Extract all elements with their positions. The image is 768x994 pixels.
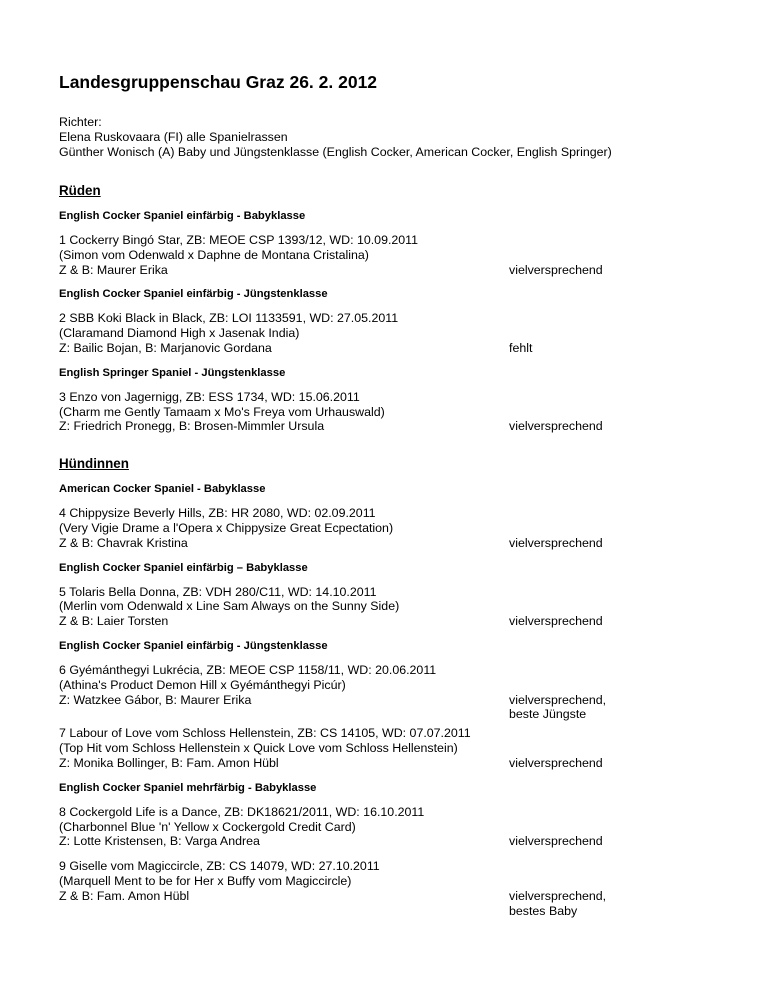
entry-breeder-line: Z & B: Laier Torsten	[59, 614, 169, 629]
entry-dog-line: 7 Labour of Love vom Schloss Hellenstein, ZB: CS 14105, WD: 07.07.2011	[59, 726, 471, 741]
entry-breeder-line: Z: Lotte Kristensen, B: Varga Andrea	[59, 834, 260, 849]
class-heading: English Cocker Spaniel einfärbig - Babyklasse	[59, 210, 306, 222]
class-heading: English Cocker Spaniel mehrfärbig - Babyklasse	[59, 781, 317, 794]
entry-parents-line: (Merlin vom Odenwald x Line Sam Always on the Sunny Side)	[59, 599, 400, 614]
entry-result-line: vielversprechend,	[509, 888, 607, 903]
judge-line: Elena Ruskovaara (FI) alle Spanielrassen	[59, 130, 288, 144]
class-heading: English Springer Spaniel - Jüngstenklasse	[59, 366, 286, 379]
entry-dog-line: 1 Cockerry Bingó Star, ZB: MEOE CSP 1393/12, WD: 10.09.2011	[59, 233, 419, 247]
class-heading: American Cocker Spaniel - Babyklasse	[59, 483, 266, 496]
entry-result: vielversprechend	[509, 834, 603, 849]
entry-parents-line: (Marquell Ment to be for Her x Buffy vom Magiccircle)	[59, 873, 352, 888]
section-heading-huendinnen: Hündinnen	[59, 456, 129, 472]
entry-dog-line: 4 Chippysize Beverly Hills, ZB: HR 2080, WD: 02.09.2011	[59, 506, 376, 521]
class-heading: English Cocker Spaniel einfärbig - Jüngstenklasse	[59, 288, 328, 301]
entry-parents-line: (Charbonnel Blue 'n' Yellow x Cockergold Credit Card)	[59, 819, 356, 834]
document-page	[59, 71, 719, 918]
entry-result: vielversprechend	[509, 535, 603, 550]
entry-5	[59, 585, 719, 629]
entry-2	[59, 311, 719, 355]
entry-parents-line: (Charm me Gently Tamaam x Mo's Freya vom Urhauswald)	[59, 404, 385, 419]
entry-award-line: beste Jüngste	[509, 707, 587, 722]
entry-result	[509, 889, 709, 919]
entry-breeder-line: Z: Friedrich Pronegg, B: Brosen-Mimmler Ursula	[59, 419, 325, 434]
section-heading-rueden: Rüden	[59, 183, 101, 198]
entry-breeder-line: Z: Monika Bollinger, B: Fam. Amon Hübl	[59, 755, 279, 770]
entry-result: fehlt	[509, 340, 533, 355]
entry-breeder-line: Z & B: Chavrak Kristina	[59, 535, 188, 550]
entry-dog-line: 8 Cockergold Life is a Dance, ZB: DK18621/2011, WD: 16.10.2011	[59, 804, 425, 819]
entry-6	[59, 662, 719, 722]
entry-parents-line: (Simon vom Odenwald x Daphne de Montana Cristalina)	[59, 247, 369, 262]
entry-8	[59, 805, 719, 849]
entry-dog-line: 9 Giselle vom Magiccircle, ZB: CS 14079, WD: 27.10.2011	[59, 859, 380, 874]
entry-breeder-line: Z: Watzkee Gábor, B: Maurer Erika	[59, 692, 252, 707]
entry-breeder-line: Z & B: Maurer Erika	[59, 262, 168, 277]
judges-heading: Richter:	[59, 115, 102, 129]
entry-breeder-line: Z & B: Fam. Amon Hübl	[59, 888, 190, 903]
entry-1	[59, 233, 719, 277]
class-heading: English Cocker Spaniel einfärbig – Babyklasse	[59, 561, 308, 574]
entry-result: vielversprechend	[509, 262, 603, 277]
entry-dog-line: 3 Enzo von Jagernigg, ZB: ESS 1734, WD: 15.06.2011	[59, 389, 360, 404]
entry-9	[59, 859, 719, 918]
judges-block	[59, 115, 719, 160]
entry-parents-line: (Claramand Diamond High x Jasenak India)	[59, 326, 300, 341]
entry-4	[59, 506, 719, 550]
entry-result: vielversprechend	[509, 419, 603, 434]
page-title: Landesgruppenschau Graz 26. 2. 2012	[59, 72, 378, 92]
entry-dog-line: 6 Gyémánthegyi Lukrécia, ZB: MEOE CSP 1158/11, WD: 20.06.2011	[59, 662, 437, 677]
entry-parents-line: (Very Vigie Drame a l'Opera x Chippysize Great Ecpectation)	[59, 520, 394, 535]
entry-parents-line: (Athina's Product Demon Hill x Gyémánthegyi Picúr)	[59, 677, 346, 692]
entry-7	[59, 726, 719, 770]
judge-line: Günther Wonisch (A) Baby und Jüngstenklasse (English Cocker, American Cocker, English Springer)	[59, 145, 612, 159]
entry-parents-line: (Top Hit vom Schloss Hellenstein x Quick Love vom Schloss Hellenstein)	[59, 741, 458, 756]
entry-result: vielversprechend	[509, 755, 603, 770]
entry-dog-line: 5 Tolaris Bella Donna, ZB: VDH 280/C11, WD: 14.10.2011	[59, 584, 377, 599]
entry-3	[59, 390, 719, 434]
entry-breeder-line: Z: Bailic Bojan, B: Marjanovic Gordana	[59, 340, 272, 355]
entry-result	[509, 693, 709, 723]
entry-award-line: bestes Baby	[509, 903, 578, 918]
entry-result-line: vielversprechend,	[509, 692, 607, 707]
entry-result: vielversprechend	[509, 614, 603, 629]
class-heading: English Cocker Spaniel einfärbig - Jüngstenklasse	[59, 639, 328, 652]
entry-dog-line: 2 SBB Koki Black in Black, ZB: LOI 1133591, WD: 27.05.2011	[59, 311, 399, 326]
